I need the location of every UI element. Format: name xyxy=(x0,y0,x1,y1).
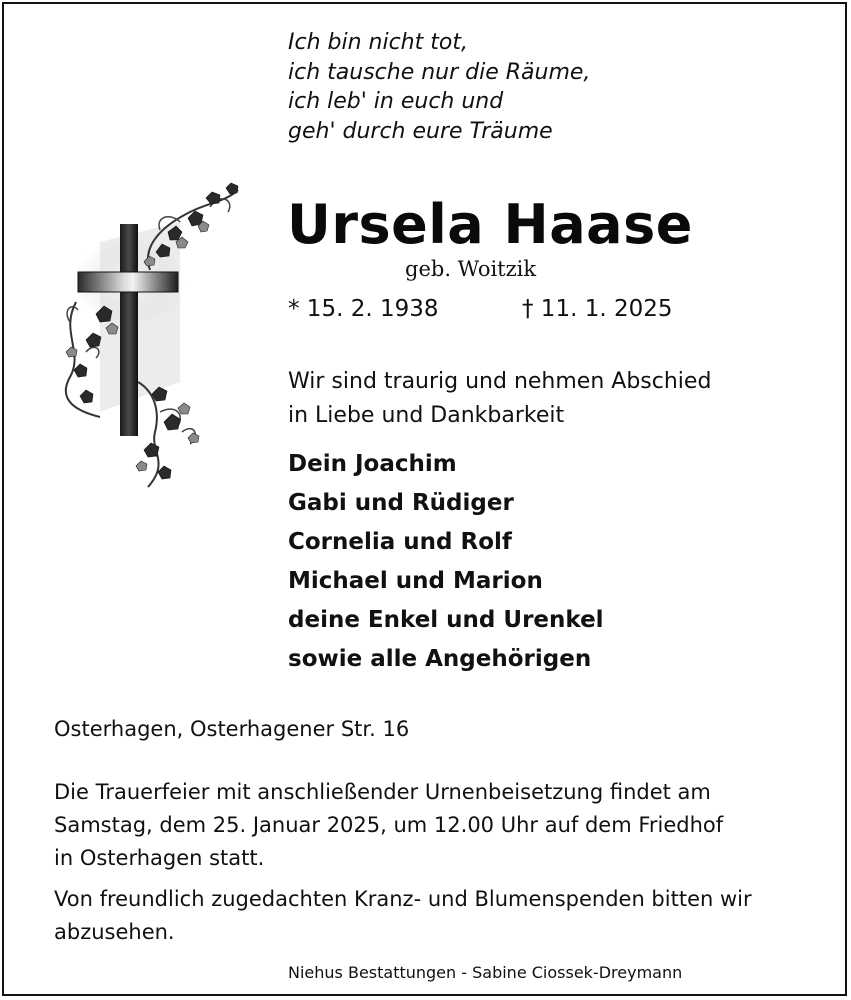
mourner-entry: Cornelia und Rolf xyxy=(288,529,512,555)
farewell-line: in Liebe und Dankbarkeit xyxy=(288,403,565,428)
flower-request xyxy=(54,883,752,949)
poem xyxy=(288,28,590,146)
poem-line: Ich bin nicht tot, xyxy=(288,30,468,55)
mourners-list xyxy=(288,445,604,679)
mourner-entry: sowie alle Angehörigen xyxy=(288,646,592,672)
service-line: Die Trauerfeier mit anschließender Urnenbeisetzung findet am xyxy=(54,780,711,804)
farewell-text xyxy=(288,365,711,433)
service-line: Samstag, dem 25. Januar 2025, um 12.00 Uhr auf dem Friedhof xyxy=(54,813,724,837)
mourner-entry: deine Enkel und Urenkel xyxy=(288,607,604,633)
cross-with-ivy-icon xyxy=(60,182,250,500)
poem-line: ich leb' in euch und xyxy=(288,89,504,114)
mourner-entry: Michael und Marion xyxy=(288,568,543,594)
maiden-name: geb. Woitzik xyxy=(405,257,537,281)
service-info xyxy=(54,776,723,875)
poem-line: ich tausche nur die Räume, xyxy=(288,59,591,85)
service-line: in Osterhagen statt. xyxy=(54,846,265,870)
death-date: † 11. 1. 2025 xyxy=(522,296,673,322)
address: Osterhagen, Osterhagener Str. 16 xyxy=(54,717,410,741)
farewell-line: Wir sind traurig und nehmen Abschied xyxy=(288,369,712,394)
flower-request-line: Von freundlich zugedachten Kranz- und Blumenspenden bitten wir xyxy=(54,887,752,911)
poem-line: geh' durch eure Träume xyxy=(288,118,553,144)
birth-date: * 15. 2. 1938 xyxy=(288,296,439,322)
flower-request-line: abzusehen. xyxy=(54,920,175,944)
undertaker: Niehus Bestattungen - Sabine Ciossek-Dreymann xyxy=(288,963,683,982)
deceased-name: Ursela Haase xyxy=(287,193,693,256)
mourner-entry: Gabi und Rüdiger xyxy=(288,490,514,516)
mourner-entry: Dein Joachim xyxy=(288,451,457,477)
